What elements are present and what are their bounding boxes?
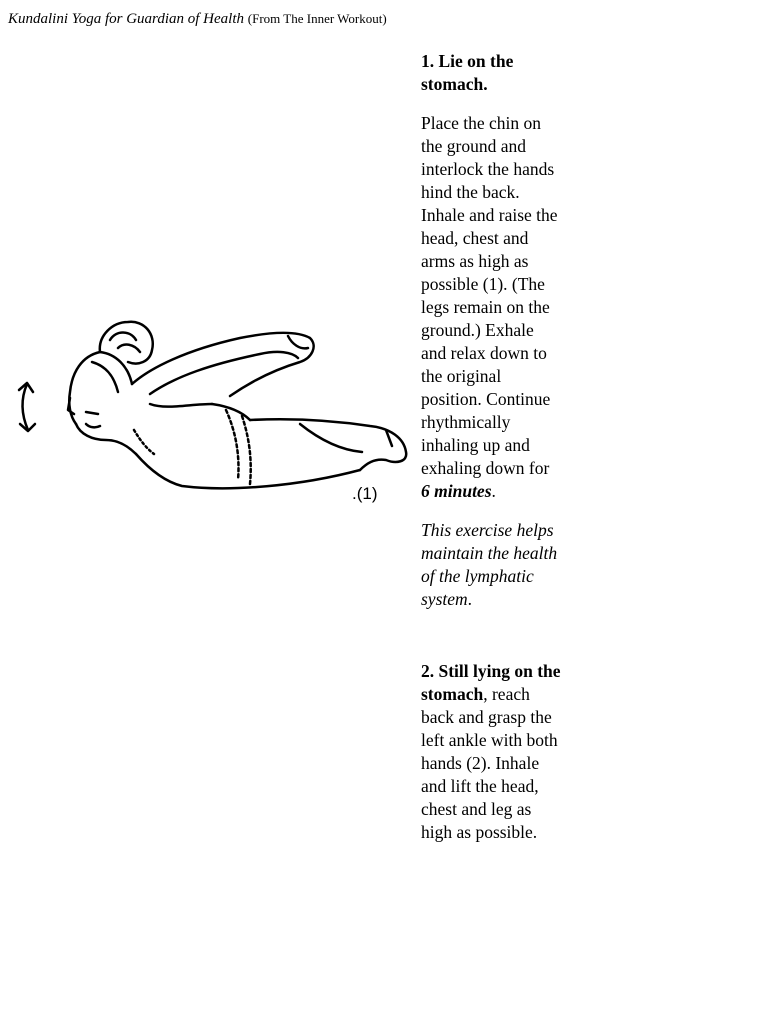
- page-header: [8, 11, 387, 28]
- step2-paragraph: [421, 660, 561, 844]
- step1-benefit-text: This exercise helps maintain the health of the lymphatic system: [421, 520, 558, 609]
- step1-heading: 1. Lie on the stomach.: [421, 51, 514, 94]
- step1-body-text: Place the chin on the ground and interlock the hands hind the back. Inhale and raise the head, chest and arms as high as possible (1). (The legs remain on the ground.) Exhale and relax down to the original position. Continue rhythmically inhaling up and exhaling down for: [421, 113, 558, 478]
- step2-body: reach back and grasp the left ankle with both hands (2). Inhale and lift the head, chest and leg as high as possible.: [421, 684, 558, 842]
- step1-benefit: [421, 519, 561, 611]
- step2-heading-end: ,: [483, 684, 488, 704]
- yoga-pose-illustration: [0, 300, 410, 530]
- step1-duration: 6 minutes: [421, 481, 492, 501]
- up-down-arrow-icon: [19, 383, 35, 431]
- header-title: Kundalini Yoga for Guardian of Health: [8, 11, 245, 27]
- header-subtitle: (From The Inner Workout): [247, 11, 387, 26]
- figure-label: .(1): [352, 484, 378, 503]
- step1-benefit-end: .: [467, 589, 473, 609]
- instructions-column: [421, 50, 561, 860]
- step1-body: [421, 112, 561, 503]
- step1-body-end: .: [491, 481, 496, 501]
- step2-heading: 2. Still lying on the stomach: [421, 661, 561, 704]
- section-spacer: [421, 627, 561, 660]
